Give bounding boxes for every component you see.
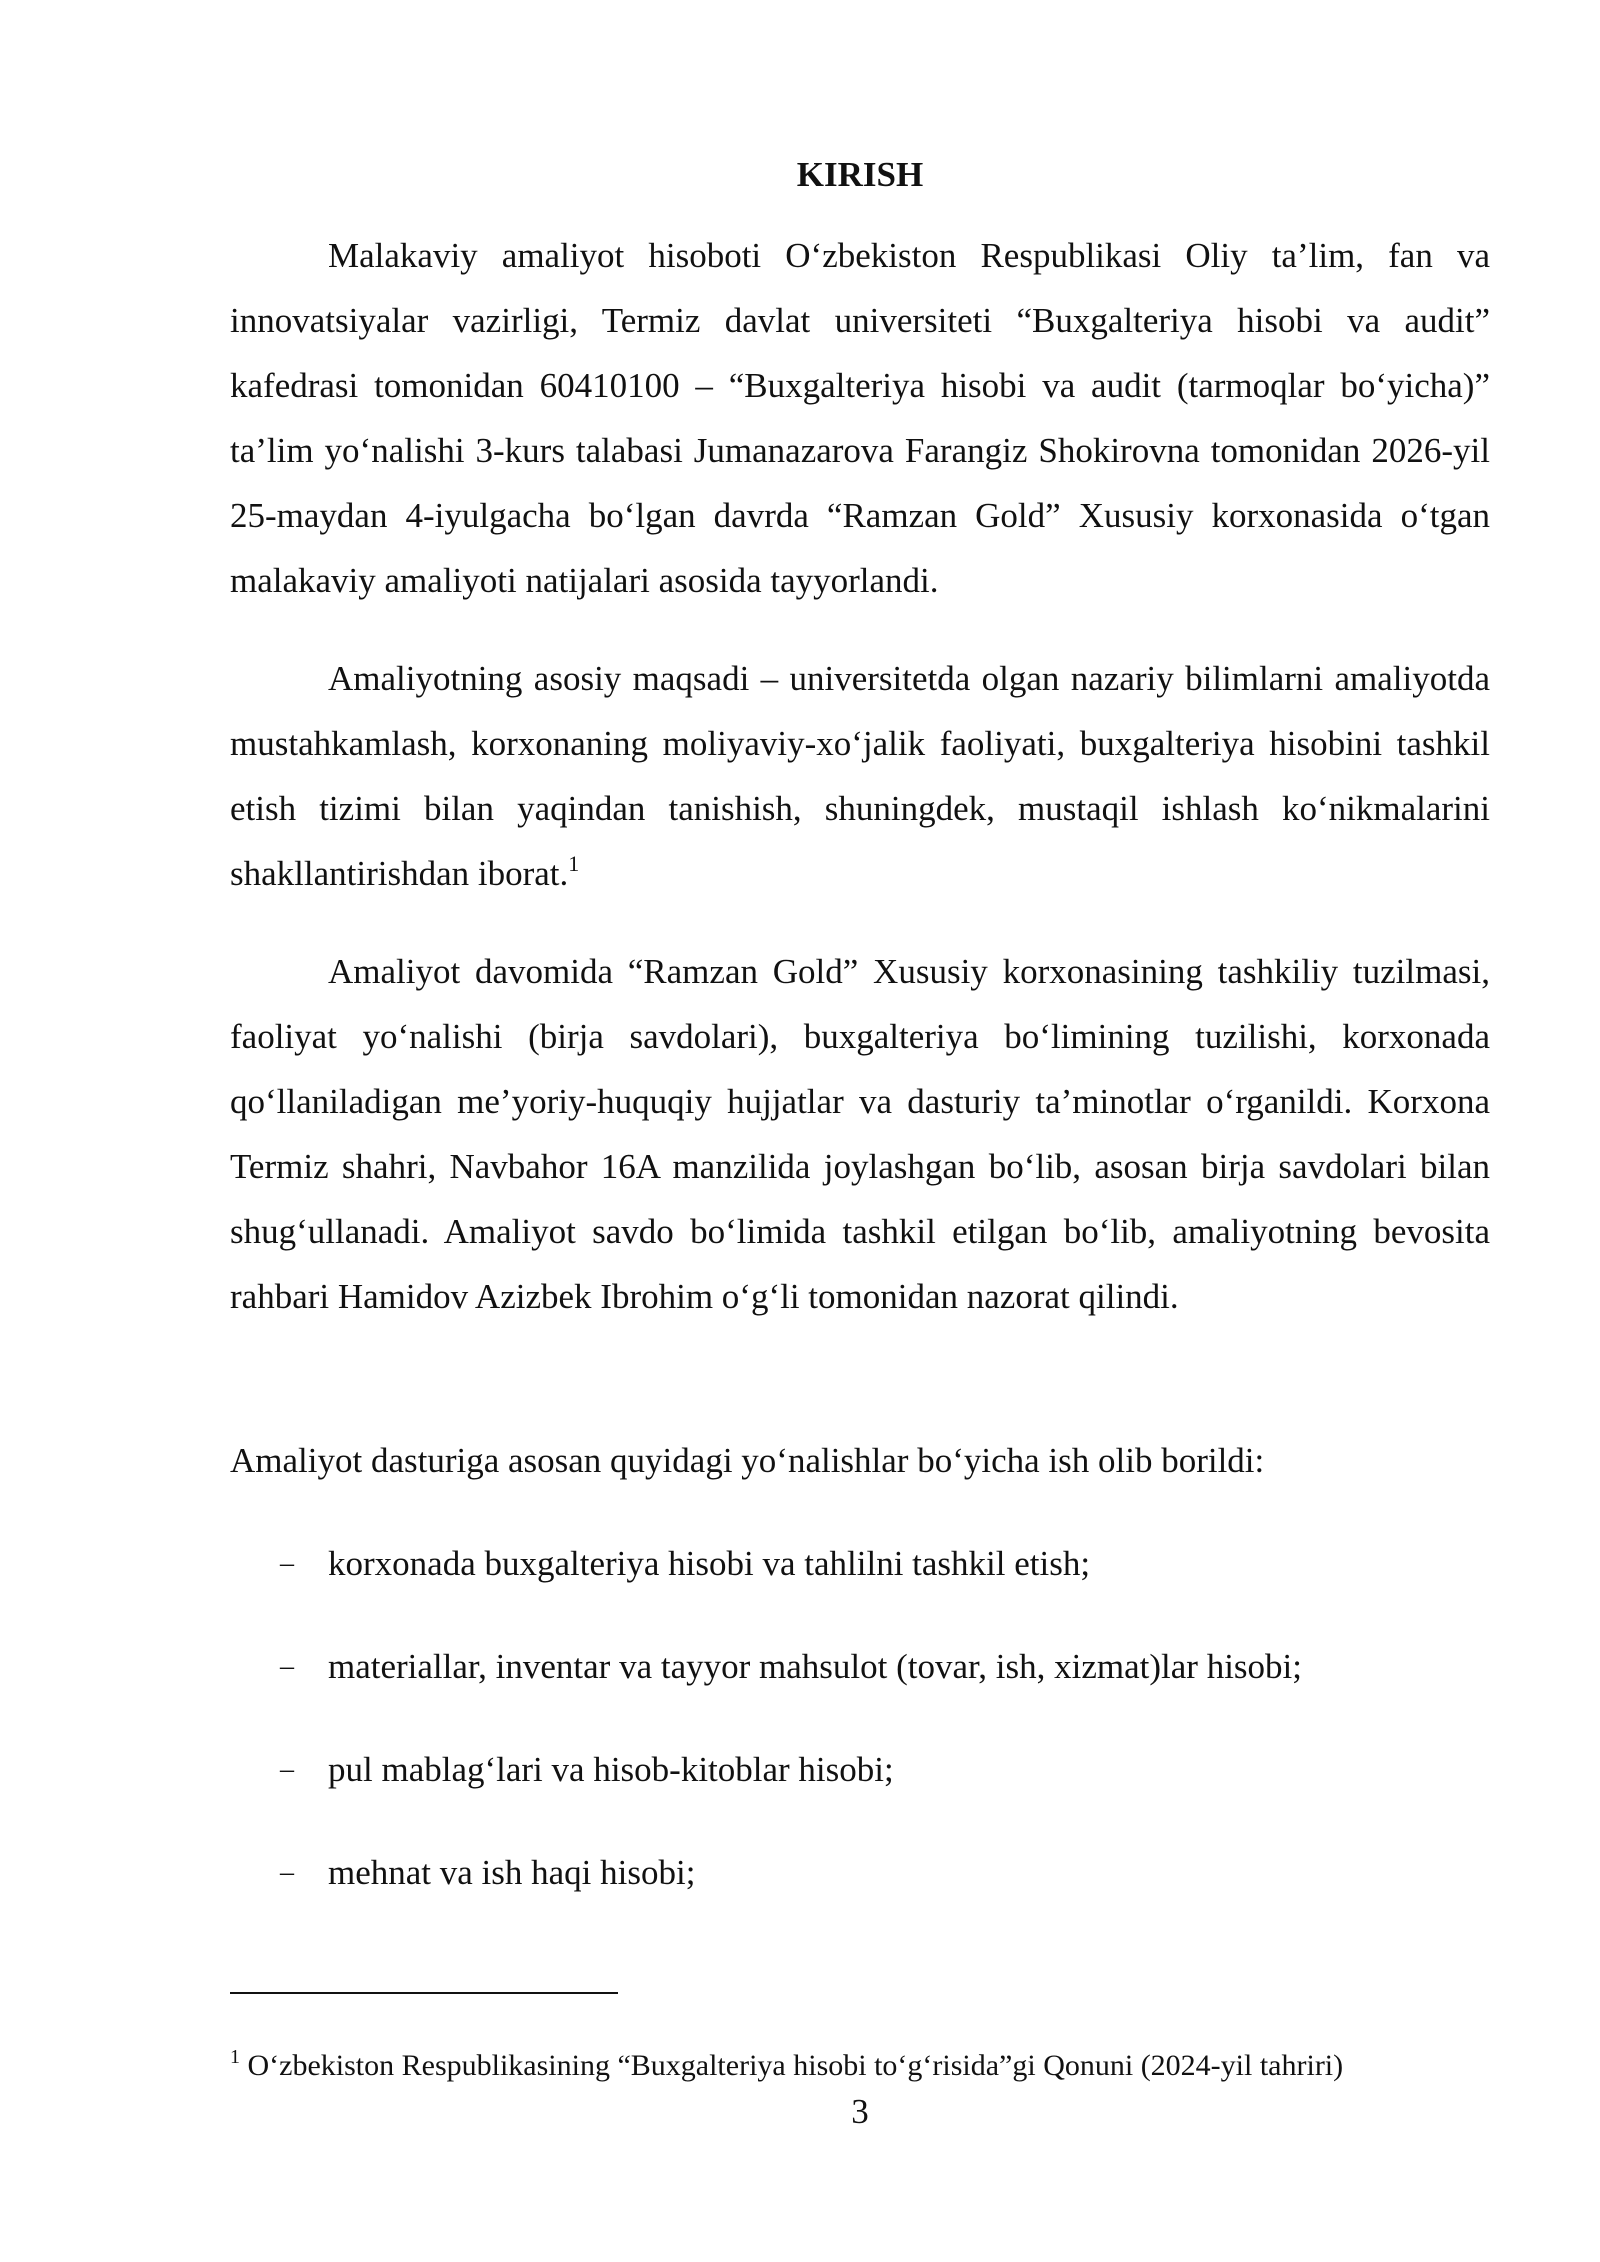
paragraph-purpose-text: Amaliyotning asosiy maqsadi – universitetda olgan nazariy bilimlarni amaliyotda mustahkamlash, korxonaning moliyaviy-xo‘jalik faoliyati, buxgalteriya hisobini tashkil etish tizimi bilan yaqindan tanishish, shuningdek, mustaqil ishlash ko‘nikmalarini shakllantirishdan iborat. <box>230 659 1490 893</box>
footnote-number: 1 <box>230 2046 240 2068</box>
paragraph-purpose <box>230 646 1490 906</box>
list-item-text: mehnat va ish haqi hisobi; <box>328 1853 696 1892</box>
list-dash: – <box>280 1754 294 1785</box>
list-dash: – <box>280 1651 294 1682</box>
list-item-text: korxonada buxgalteriya hisobi va tahlilni tashkil etish; <box>328 1544 1091 1583</box>
list-dash: – <box>280 1857 294 1888</box>
footnote-divider <box>230 1992 618 1994</box>
list-dash: – <box>280 1548 294 1579</box>
paragraph-enterprise: Amaliyot davomida “Ramzan Gold” Xususiy korxonasining tashkiliy tuzilmasi, faoliyat yo‘nalishi (birja savdolari), buxgalteriya bo‘limining tuzilishi, korxonada qo‘llaniladigan me’yoriy-huquqiy hujjatlar va dasturiy ta’minotlar o‘rganildi. Korxona Termiz shahri, Navbahor 16A manzilida joylashgan bo‘lib, asosan birja savdolari bilan shug‘ullanadi. Amaliyot savdo bo‘limida tashkil etilgan bo‘lib, amaliyotning bevosita rahbari Hamidov Azizbek Ibrohim o‘g‘li tomonidan nazorat qilindi. <box>230 952 1490 1316</box>
footnote-reference: 1 <box>568 851 580 876</box>
list-item-text: pul mablag‘lari va hisob-kitoblar hisobi; <box>328 1750 894 1789</box>
paragraph-intro: Malakaviy amaliyot hisoboti O‘zbekiston Respublikasi Oliy ta’lim, fan va innovatsiyalar vazirligi, Termiz davlat universiteti “Buxgalteriya hisobi va audit” kafedrasi tomonidan 60410100 – “Buxgalteriya hisobi va audit (tarmoqlar bo‘yicha)” ta’lim yo‘nalishi 3-kurs talabasi Jumanazarova Farangiz Shokirovna tomonidan 2026-yil 25-maydan 4-iyulgacha bo‘lgan davrda “Ramzan Gold” Xususiy korxonasida o‘tgan malakaviy amaliyoti natijalari asosida tayyorlandi. <box>230 236 1490 600</box>
paragraph-program-intro: Amaliyot dasturiga asosan quyidagi yo‘nalishlar bo‘yicha ish olib borildi: <box>230 1441 1265 1480</box>
list-item-text: materiallar, inventar va tayyor mahsulot (tovar, ish, xizmat)lar hisobi; <box>328 1647 1302 1686</box>
footnote <box>230 2045 1530 2087</box>
footnote-text: O‘zbekiston Respublikasining “Buxgalteriya hisobi to‘g‘risida”gi Qonuni (2024-yil tahriri) <box>240 2049 1344 2082</box>
page-number: 3 <box>851 2092 869 2131</box>
section-title: KIRISH <box>796 155 924 194</box>
